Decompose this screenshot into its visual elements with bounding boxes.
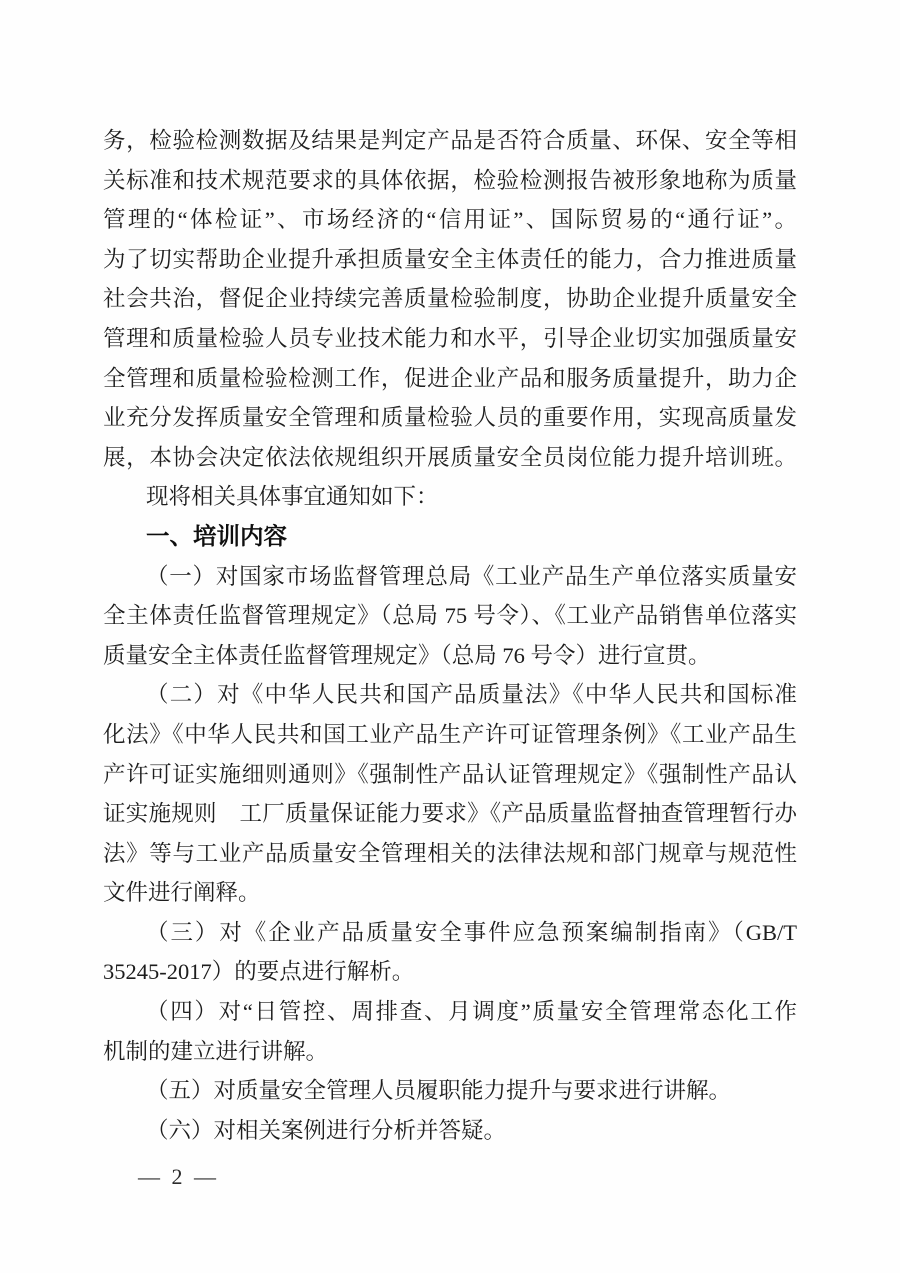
text-line: 务，检验检测数据及结果是判定产品是否符合质量、环保、安全等相 xyxy=(103,128,797,153)
text-line: （五）对质量安全管理人员履职能力提升与要求进行讲解。 xyxy=(146,1078,732,1104)
text-line: 展，本协会决定依法依规组织开展质量安全员岗位能力提升培训班。 xyxy=(103,444,797,470)
page-number: — 2 — xyxy=(138,1164,219,1189)
text-line: （六）对相关案例进行分析并答疑。 xyxy=(146,1117,507,1143)
text-line: 管理的“体检证”、市场经济的“信用证”、国际贸易的“通行证”。 xyxy=(103,207,797,233)
text-line: （四）对“日管控、周排查、月调度”质量安全管理常态化工作 xyxy=(146,999,797,1025)
text-line: 为了切实帮助企业提升承担质量安全主体责任的能力，合力推进质量 xyxy=(103,246,797,272)
text-line: 产许可证实施细则通则》《强制性产品认证管理规定》《强制性产品认 xyxy=(103,761,797,787)
document-body xyxy=(103,121,797,1150)
text-line: 全主体责任监督管理规定》（总局 75 号令）、《工业产品销售单位落实 xyxy=(103,603,797,629)
text-line: 全管理和质量检验检测工作，促进企业产品和服务质量提升，助力企 xyxy=(103,365,797,391)
text-line: （三）对《企业产品质量安全事件应急预案编制指南》（GB/T xyxy=(146,919,797,945)
text-line: 关标准和技术规范要求的具体依据，检验检测报告被形象地称为质量 xyxy=(103,167,797,193)
text-line: 法》等与工业产品质量安全管理相关的法律法规和部门规章与规范性 xyxy=(103,840,797,866)
text-line: 证实施规则 工厂质量保证能力要求》《产品质量监督抽查管理暂行办 xyxy=(103,801,797,827)
text-line: （一）对国家市场监督管理总局《工业产品生产单位落实质量安 xyxy=(146,563,797,589)
text-line: 质量安全主体责任监督管理规定》（总局 76 号令）进行宣贯。 xyxy=(103,642,711,668)
text-line: 业充分发挥质量安全管理和质量检验人员的重要作用，实现高质量发 xyxy=(103,405,797,431)
section-heading: 一、培训内容 xyxy=(146,522,287,549)
text-line: 35245-2017）的要点进行解析。 xyxy=(103,959,415,985)
text-line: 机制的建立进行讲解。 xyxy=(103,1038,329,1064)
text-line: 文件进行阐释。 xyxy=(103,880,261,906)
text-line: （二）对《中华人民共和国产品质量法》《中华人民共和国标准 xyxy=(146,682,797,708)
text-line: 社会共治，督促企业持续完善质量检验制度，协助企业提升质量安全 xyxy=(103,286,797,312)
text-line: 现将相关具体事宜通知如下： xyxy=(146,484,439,510)
text-line: 管理和质量检验人员专业技术能力和水平，引导企业切实加强质量安 xyxy=(103,325,797,351)
text-line: 化法》《中华人民共和国工业产品生产许可证管理条例》《工业产品生 xyxy=(103,721,797,747)
